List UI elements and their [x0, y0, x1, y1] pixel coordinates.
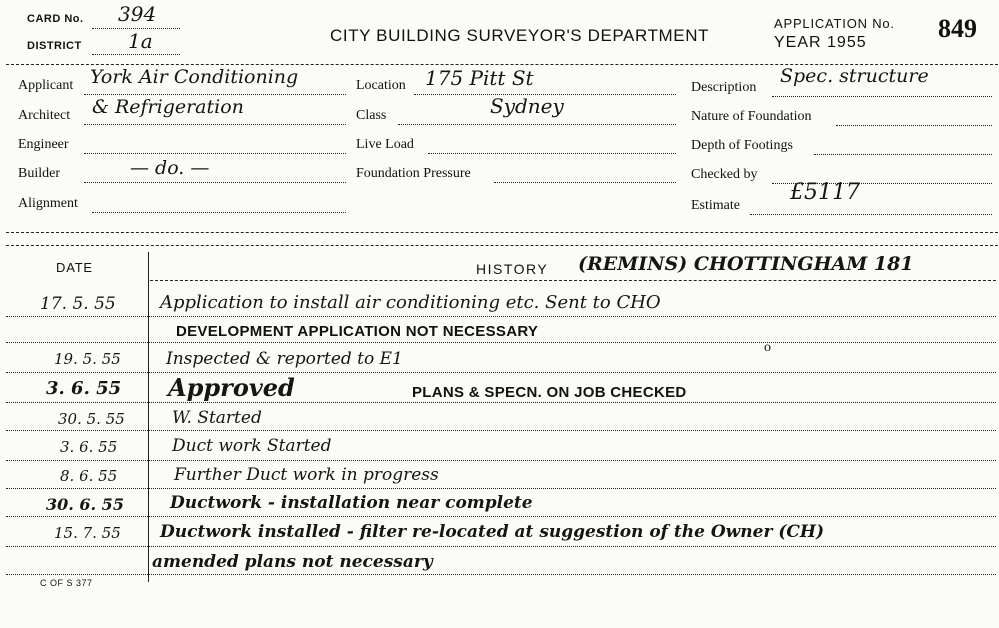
description-label: Description: [691, 80, 757, 95]
card-no-value: 394: [118, 2, 157, 26]
district-value: 1a: [128, 29, 153, 53]
history-entry: Inspected & reported to E1: [166, 349, 403, 369]
history-entry: Further Duct work in progress: [174, 465, 439, 485]
depth-of-footings-label: Depth of Footings: [691, 138, 793, 153]
nature-of-foundation-label: Nature of Foundation: [691, 109, 812, 124]
fields-rule-1: [6, 232, 998, 233]
builder-label: Builder: [18, 166, 60, 181]
foundation-pressure-label: Foundation Pressure: [356, 166, 471, 181]
fields-rule-2: [6, 245, 998, 246]
class-value: Sydney: [490, 94, 564, 118]
history-annotation: (REMINS) CHOTTINGHAM 181: [578, 253, 914, 275]
history-date: 8. 6. 55: [60, 467, 118, 485]
builder-value: — do. —: [130, 157, 210, 179]
applicant-label: Applicant: [18, 78, 74, 93]
checked-by-label: Checked by: [691, 167, 758, 182]
history-entry: Duct work Started: [172, 436, 332, 456]
alignment-label: Alignment: [18, 196, 78, 211]
department-title: CITY BUILDING SURVEYOR'S DEPARTMENT: [330, 26, 710, 45]
year-label: YEAR 1955: [774, 34, 867, 51]
location-label: Location: [356, 78, 406, 93]
approval-stamp: PLANS & SPECN. ON JOB CHECKED: [412, 384, 687, 401]
district-line: [92, 54, 180, 55]
history-date: 19. 5. 55: [54, 350, 121, 368]
location-value: 175 Pitt St: [425, 66, 534, 90]
application-number: 849: [938, 14, 977, 43]
estimate-label: Estimate: [691, 198, 740, 213]
history-entry: amended plans not necessary: [152, 552, 433, 572]
ink-mark: o: [764, 340, 771, 355]
history-date: 15. 7. 55: [54, 524, 121, 542]
date-column-divider: [148, 252, 149, 582]
history-entry: W. Started: [172, 408, 262, 428]
history-date: 3. 6. 55: [60, 438, 118, 456]
date-heading: DATE: [56, 260, 93, 275]
architect-value: & Refrigeration: [92, 96, 244, 118]
architect-label: Architect: [18, 108, 71, 123]
history-entry: Ductwork - installation near complete: [170, 493, 533, 513]
form-code: C OF S 377: [40, 578, 93, 588]
history-date: 3. 6. 55: [46, 378, 122, 399]
history-date: 30. 5. 55: [58, 410, 125, 428]
applicant-value: York Air Conditioning: [90, 66, 299, 88]
history-entry: Application to install air conditioning etc. Sent to CHO: [160, 292, 661, 313]
history-heading: HISTORY: [476, 261, 549, 277]
history-date: 30. 6. 55: [46, 495, 124, 514]
live-load-label: Live Load: [356, 137, 414, 152]
history-entry-approved: Approved: [168, 373, 295, 402]
estimate-value: £5117: [790, 180, 860, 205]
description-value: Spec. structure: [780, 65, 929, 87]
application-no-label: APPLICATION No.: [774, 16, 895, 31]
district-label: DISTRICT: [27, 40, 82, 52]
history-date: 17. 5. 55: [40, 294, 116, 314]
history-entry: Ductwork installed - filter re-located at suggestion of the Owner (CH): [160, 522, 825, 542]
class-label: Class: [356, 108, 387, 123]
card-no-label: CARD No.: [27, 13, 84, 25]
engineer-label: Engineer: [18, 137, 69, 152]
history-entry-typed: DEVELOPMENT APPLICATION NOT NECESSARY: [176, 323, 539, 340]
